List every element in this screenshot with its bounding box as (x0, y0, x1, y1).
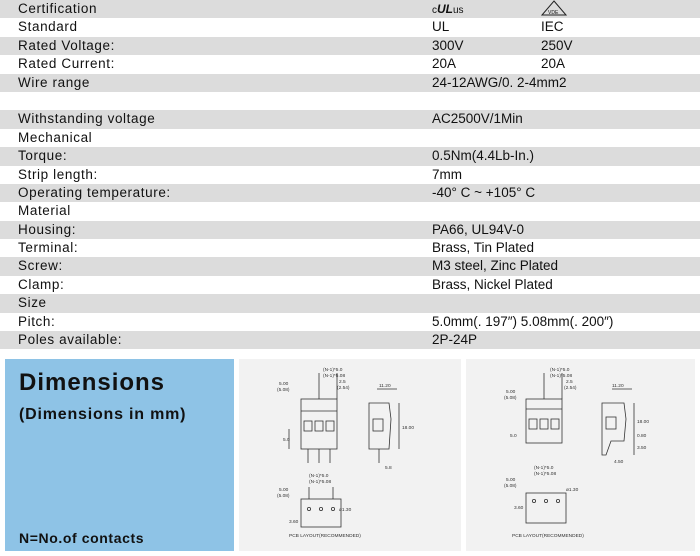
spec-value: 0.5Nm(4.4Lb-In.) (432, 148, 535, 164)
spec-value: AC2500V/1Min (432, 111, 523, 127)
spec-value: PA66, UL94V-0 (432, 221, 525, 237)
pcb-pitch: 5.00 (279, 488, 289, 493)
spec-row (0, 294, 700, 312)
spec-row (0, 18, 700, 36)
ul-cert-mark (432, 0, 464, 20)
pcb-hole: ø1.30 (339, 508, 352, 513)
spec-row (0, 92, 700, 110)
spec-value-alt: 20A (541, 56, 566, 72)
spec-row (0, 110, 700, 128)
spec-value: -40° C ~ +105° C (432, 184, 536, 200)
vde-text: VDE (548, 10, 559, 16)
spec-value: 20A (432, 56, 457, 72)
pcb-b-hole: ø1.30 (566, 488, 579, 493)
spec-label: Housing: (18, 221, 77, 237)
dimensions-title: Dimensions (19, 369, 166, 396)
spec-label: Wire range (18, 74, 91, 90)
pcb-b-pitch: 5.00 (506, 478, 516, 483)
spec-label: Standard (18, 19, 78, 35)
drawing-panel-a (239, 359, 461, 551)
pcb-b-h: 3.60 (514, 506, 524, 511)
dim-n2: (N-1)*5.08 (323, 374, 346, 379)
spec-label: Strip length: (18, 166, 98, 182)
spec-label: Certification (18, 1, 98, 16)
spec-row (0, 257, 700, 275)
dim-b-w1120: 11.20 (612, 384, 624, 389)
spec-row (0, 202, 700, 220)
spec-label: Rated Current: (18, 56, 115, 72)
spec-row (0, 166, 700, 184)
dim-w1120: 11.20 (379, 384, 391, 389)
spec-row (0, 0, 700, 18)
spec-value: 300V (432, 37, 464, 53)
spec-label: Torque: (18, 148, 68, 164)
dim-b-h080: 0.80 (637, 434, 647, 439)
dim-b-n1: (N-1)*5.0 (550, 368, 570, 373)
spec-value: Brass, Nickel Plated (432, 276, 553, 292)
spec-label: Pitch: (18, 313, 56, 329)
dim-h50: 5.0 (283, 438, 290, 443)
spec-value: 24-12AWG/0. 2-4mm2 (432, 74, 567, 90)
dimensions-panel (5, 359, 234, 551)
spec-row (0, 184, 700, 202)
spec-value: 5.0mm(. 197″) 5.08mm(. 200″) (432, 313, 614, 329)
spec-row (0, 147, 700, 165)
spec-label: Terminal: (18, 240, 79, 256)
pcb-n2: (N-1)*5.08 (309, 480, 332, 485)
technical-drawing-a (239, 359, 461, 551)
drawing-panel-b (466, 359, 695, 551)
spec-row (0, 55, 700, 73)
ul-mark-text: UL (437, 2, 453, 16)
dim-b-h350: 3.50 (637, 446, 647, 451)
spec-label: Rated Voltage: (18, 37, 115, 53)
spec-value: Brass, Tin Plated (432, 240, 535, 256)
spec-row (0, 276, 700, 294)
dim-pitch: 5.00 (279, 382, 289, 387)
spec-label: Clamp: (18, 276, 65, 292)
spec-row (0, 239, 700, 257)
dim-b-254: (2.54) (564, 386, 577, 391)
dim-h1800: 18.00 (402, 426, 415, 431)
spec-label: Operating temperature: (18, 184, 171, 200)
pcb-pitch-alt: (5.08) (277, 494, 290, 499)
dim-b-h1800: 18.00 (637, 420, 650, 425)
spec-label: Material (18, 203, 71, 219)
pcb-b-caption: PCB LAYOUT(RECOMMENDED) (512, 534, 584, 539)
ul-mark-us: us (453, 5, 464, 16)
pcb-h: 3.60 (289, 520, 299, 525)
dim-b-25: 2.5 (566, 380, 573, 385)
dim-25: 2.5 (339, 380, 346, 385)
spec-row (0, 74, 700, 92)
technical-drawing-b (466, 359, 695, 551)
spec-label: Size (18, 295, 47, 311)
spec-row (0, 313, 700, 331)
pcb-caption: PCB LAYOUT(RECOMMENDED) (289, 534, 361, 539)
dim-b-pitch: 5.00 (506, 390, 516, 395)
dim-n1: (N-1)*5.0 (323, 368, 343, 373)
spec-label: Mechanical (18, 129, 93, 145)
ul-mark-c: c (432, 5, 437, 16)
spec-row (0, 129, 700, 147)
spec-value: UL (432, 19, 450, 35)
spec-row (0, 37, 700, 55)
pcb-b-n1: (N-1)*5.0 (534, 466, 554, 471)
dim-w58: 5.8 (385, 466, 392, 471)
spec-label: Screw: (18, 258, 63, 274)
dim-254: (2.54) (337, 386, 350, 391)
spec-value: 7mm (432, 166, 462, 182)
dim-b-h50: 5.0 (510, 434, 517, 439)
pcb-b-n2: (N-1)*5.08 (534, 472, 557, 477)
spec-label: Poles available: (18, 332, 123, 348)
dim-b-n2: (N-1)*5.08 (550, 374, 573, 379)
spec-label: Withstanding voltage (18, 111, 156, 127)
contacts-note: N=No.of contacts (19, 530, 145, 546)
spec-value: 2P-24P (432, 332, 478, 348)
dim-b-pitch-alt: (5.08) (504, 396, 517, 401)
pcb-b-pitch-alt: (5.08) (504, 484, 517, 489)
dim-pitch-alt: (5.08) (277, 388, 290, 393)
spec-row (0, 331, 700, 349)
spec-value: M3 steel, Zinc Plated (432, 258, 559, 274)
spec-value-alt: 250V (541, 37, 573, 53)
dim-b-w450: 4.50 (614, 460, 624, 465)
spec-row (0, 221, 700, 239)
spec-value-alt: IEC (541, 19, 564, 35)
pcb-n1: (N-1)*5.0 (309, 474, 329, 479)
dimensions-subtitle: (Dimensions in mm) (19, 406, 187, 423)
